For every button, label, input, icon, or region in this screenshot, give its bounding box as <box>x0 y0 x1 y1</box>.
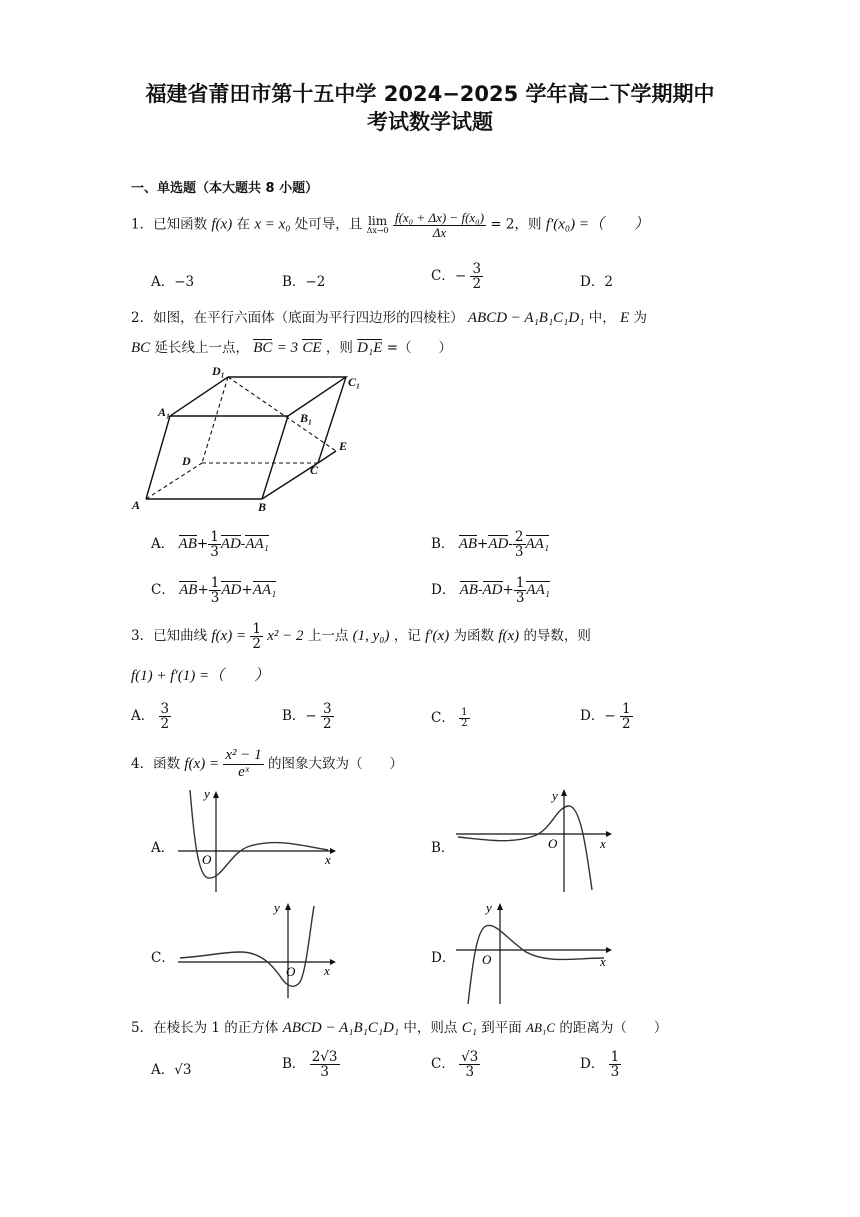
frac-num: 2√3 <box>311 1049 338 1065</box>
minus-sign: - <box>240 536 246 553</box>
q4-graph-b[interactable] <box>456 786 616 894</box>
q4-suffix: 的图象大致为（ ） <box>267 755 403 772</box>
parallelepiped-figure <box>128 364 368 514</box>
origin-label: O <box>548 836 558 851</box>
q1-eq: = 2，则 <box>490 216 542 233</box>
frac-den: 3 <box>210 544 219 561</box>
q3-option-a-label: A． <box>131 708 155 725</box>
q3-option-d[interactable] <box>580 702 633 731</box>
q3-option-b[interactable] <box>282 702 334 731</box>
label-e: E <box>339 439 348 453</box>
q1-mid2: 处可导，且 <box>294 216 363 233</box>
q1-option-a[interactable]: A．−3 <box>151 274 195 290</box>
q2-option-c[interactable] <box>151 576 276 605</box>
vec-aa1: AA₁ <box>245 536 269 553</box>
frac-den: 2 <box>160 716 170 733</box>
plus-sign: + <box>196 536 209 553</box>
q2-text4: =（ ） <box>386 340 452 356</box>
q4-graph-a[interactable] <box>178 788 338 894</box>
q3-point: (1, y₀) <box>352 628 390 645</box>
q3-text5: 的导数，则 <box>523 628 591 645</box>
x-axis-arrow-icon <box>606 947 612 953</box>
q1-option-d[interactable]: D．2 <box>580 274 613 290</box>
origin-label: O <box>286 964 296 979</box>
vec-aa1: AA₁ <box>525 536 550 553</box>
vec-ab: AB <box>458 536 478 553</box>
vec-ab: AB <box>459 582 478 599</box>
q5-text4: 的距离为（ ） <box>559 1020 668 1036</box>
question-5 <box>131 1016 667 1037</box>
q5-option-b-frac <box>310 1050 340 1079</box>
question-2-line2 <box>131 336 452 357</box>
q3-option-c[interactable] <box>431 706 470 730</box>
q1-cond: x = x₀ <box>254 216 291 233</box>
frac-one-third <box>514 576 527 605</box>
q3-option-c-frac <box>459 708 469 730</box>
frac-num: √3 <box>461 1049 479 1065</box>
frac-num: 1 <box>621 701 631 717</box>
q1-lim <box>367 215 389 236</box>
q4-graph-c[interactable] <box>178 900 338 1000</box>
q4-denominator: eˣ <box>238 763 249 780</box>
label-c: C <box>310 463 319 477</box>
q5-cube: ABCD − A₁B₁C₁D₁ <box>282 1020 400 1036</box>
label-d: D <box>182 454 191 468</box>
label-c1: C₁ <box>348 375 361 389</box>
edge-a1a <box>146 416 170 499</box>
q3-rest: x² − 2 <box>267 628 304 645</box>
segment-d1e <box>228 377 336 451</box>
q2-tail: 为 <box>633 310 647 326</box>
q2-vec-bc: BC <box>253 340 273 356</box>
vec-aa1: AA₁ <box>252 582 277 599</box>
q4-option-d-label[interactable]: D． <box>431 950 456 966</box>
edge-d1d-hidden <box>202 377 228 463</box>
q5-option-c-frac <box>459 1050 480 1079</box>
frac-den: 2 <box>621 716 631 733</box>
plus-sign: + <box>477 536 489 553</box>
q3-half <box>250 622 263 651</box>
q3-option-d-label: D．− <box>580 708 616 725</box>
edge-b1b <box>262 416 288 499</box>
q2-option-a[interactable] <box>151 530 269 559</box>
q2-option-b[interactable] <box>431 530 549 559</box>
x-label: x <box>600 954 606 969</box>
q3-fx: f(x) = <box>211 628 247 645</box>
minus-sign: - <box>477 582 483 599</box>
frac-den: 3 <box>515 590 525 607</box>
frac-one-third <box>208 530 221 559</box>
y-axis-arrow-icon <box>561 789 567 796</box>
q2-vec-d1e: D₁E <box>357 340 383 356</box>
q2-option-b-label: B． <box>431 536 455 553</box>
q2-option-a-label: A． <box>151 536 175 553</box>
frac-den: 3 <box>320 1064 329 1081</box>
q1-option-b[interactable]: B．−2 <box>282 274 326 290</box>
q5-option-a[interactable]: A．√3 <box>151 1062 192 1078</box>
frac-two-thirds <box>513 530 526 559</box>
q2-solid-name: ABCD − A₁B₁C₁D₁ <box>467 310 585 326</box>
q4-fx: f(x) = <box>184 755 220 772</box>
q3-option-a-frac <box>159 702 172 731</box>
question-2-line1 <box>131 306 647 327</box>
frac-den: 3 <box>610 1064 620 1081</box>
frac-den: 2 <box>323 716 332 733</box>
q1-fraction <box>393 211 486 239</box>
q1-prefix: 1．已知函数 <box>131 216 208 233</box>
q5-option-d-frac <box>609 1050 622 1079</box>
frac-den: 3 <box>465 1064 475 1081</box>
q5-option-b-label: B． <box>282 1056 306 1073</box>
q4-option-b-label[interactable]: B． <box>431 840 455 856</box>
graph-curve <box>458 806 592 890</box>
plus-sign: + <box>502 582 514 599</box>
q1-ask: f′(x₀) =（ ） <box>545 216 650 233</box>
q4-option-c-label[interactable]: C． <box>151 950 175 966</box>
vec-ab: AB <box>179 582 198 599</box>
q3-text4: 为函数 <box>453 628 495 645</box>
q1-option-c-label: C．− <box>431 268 467 285</box>
q3-fprime: f′(x) <box>425 628 450 645</box>
q2-vec-ce: CE <box>302 340 322 356</box>
frac-den: 3 <box>210 590 220 607</box>
q1-lim-word: lim <box>368 213 388 228</box>
frac-num: 3 <box>160 701 170 717</box>
q4-prefix: 4．函数 <box>131 755 181 772</box>
q1-option-c-den: 2 <box>472 276 482 293</box>
q1-option-c-frac <box>470 262 483 291</box>
x-label: x <box>324 963 330 978</box>
q3-option-c-label: C． <box>431 710 455 726</box>
y-axis-arrow-icon <box>285 903 291 910</box>
q3-text3: ，记 <box>393 628 421 645</box>
vec-ab: AB <box>178 536 197 553</box>
question-4 <box>131 748 403 781</box>
q5-option-d[interactable] <box>580 1050 621 1079</box>
y-label: y <box>274 900 280 915</box>
y-axis-arrow-icon <box>213 791 219 798</box>
frac-num: 2 <box>514 529 524 545</box>
q1-fx: f(x) <box>211 216 233 233</box>
q2-text: 2．如图，在平行六面体（底面为平行四边形的四棱柱） <box>131 310 464 326</box>
q2-text3: ，则 <box>325 340 353 356</box>
frac-num: 3 <box>323 701 332 717</box>
vec-ad: AD <box>220 536 241 553</box>
q2-option-d-label: D． <box>431 582 456 599</box>
x-axis-arrow-icon <box>606 831 612 837</box>
q2-eq: = 3 <box>276 340 299 356</box>
vec-ad: AD <box>221 582 242 599</box>
frac-num: 1 <box>210 575 220 591</box>
label-b: B <box>258 500 267 514</box>
page-title-line2: 考试数学试题 <box>367 110 493 134</box>
q1-lim-sub: Δx→0 <box>366 226 389 236</box>
label-a1: A₁ <box>158 405 171 419</box>
frac-one-third <box>209 576 222 605</box>
q1-option-c-num: 3 <box>472 261 482 277</box>
y-label: y <box>486 900 492 915</box>
label-a: A <box>132 498 141 512</box>
vec-aa1: AA₁ <box>526 582 550 599</box>
frac-num: 1 <box>515 575 525 591</box>
y-label: y <box>204 788 210 801</box>
q3-option-d-frac <box>620 702 633 731</box>
q5-text3: 到平面 <box>481 1020 522 1036</box>
q3-fx2: f(x) <box>498 628 520 645</box>
q5-point: C₁ <box>461 1020 477 1036</box>
question-1 <box>131 211 649 239</box>
frac-num: 1 <box>210 529 219 545</box>
vec-ad: AD <box>482 582 503 599</box>
plus-sign: + <box>197 582 209 599</box>
q3-option-a[interactable] <box>131 702 171 731</box>
q5-text2: 中，则点 <box>403 1020 458 1036</box>
frac-den: 3 <box>514 544 524 561</box>
section-heading: 一、单选题（本大题共 8 小题） <box>131 181 319 196</box>
q1-option-c[interactable] <box>431 262 483 291</box>
label-b1: B₁ <box>300 411 313 425</box>
q4-numerator: x² − 1 <box>225 747 262 763</box>
q3-option-b-frac <box>321 702 334 731</box>
origin-label: O <box>202 852 212 867</box>
minus-sign: - <box>508 536 513 553</box>
q1-numerator: f(x₀ + Δx) − f(x₀) <box>394 210 485 225</box>
x-axis-arrow-icon <box>330 959 336 965</box>
q5-option-c-label: C． <box>431 1056 455 1073</box>
q2-text2: 延长线上一点， <box>154 340 249 356</box>
q4-fraction <box>223 748 263 781</box>
y-axis-arrow-icon <box>497 903 503 910</box>
y-label: y <box>552 788 558 803</box>
q3-expression: f(1) + f′(1) =（ ） <box>131 668 270 684</box>
question-3-line1 <box>131 622 591 651</box>
label-d1: D₁ <box>212 364 225 378</box>
plus-sign: + <box>241 582 253 599</box>
q1-mid: 在 <box>236 216 251 233</box>
frac-den: 2 <box>461 718 468 729</box>
x-label: x <box>600 836 606 851</box>
vec-ad: AD <box>488 536 509 553</box>
q5-text1: 5．在棱长为 1 的正方体 <box>131 1020 279 1036</box>
frac-num: 1 <box>252 621 261 637</box>
q4-option-a-label[interactable]: A． <box>151 840 175 856</box>
q3-text2: 上一点 <box>307 628 349 645</box>
q2-option-c-label: C． <box>151 582 175 599</box>
q3-text1: 3．已知曲线 <box>131 628 208 645</box>
q2-point-e: E <box>620 310 630 326</box>
origin-label: O <box>482 952 492 967</box>
q5-option-b[interactable] <box>282 1050 340 1079</box>
q2-mid: 中， <box>588 310 616 326</box>
frac-num: 1 <box>461 706 468 718</box>
q5-plane: AB₁C <box>526 1020 556 1035</box>
q1-denominator: Δx <box>432 224 447 240</box>
page-title-line1: 福建省莆田市第十五中学 2024−2025 学年高二下学期期中 <box>145 82 715 106</box>
top-face <box>170 377 346 416</box>
q4-graph-d[interactable] <box>456 900 616 1006</box>
x-label: x <box>325 852 331 867</box>
q5-option-d-label: D． <box>580 1056 605 1073</box>
q2-bc: BC <box>131 340 151 356</box>
x-axis-arrow-icon <box>330 848 336 854</box>
q5-option-c[interactable] <box>431 1050 480 1079</box>
frac-num: 1 <box>610 1049 620 1065</box>
frac-den: 2 <box>252 636 261 653</box>
q2-option-d[interactable] <box>431 576 550 605</box>
q3-option-b-label: B．− <box>282 708 317 725</box>
